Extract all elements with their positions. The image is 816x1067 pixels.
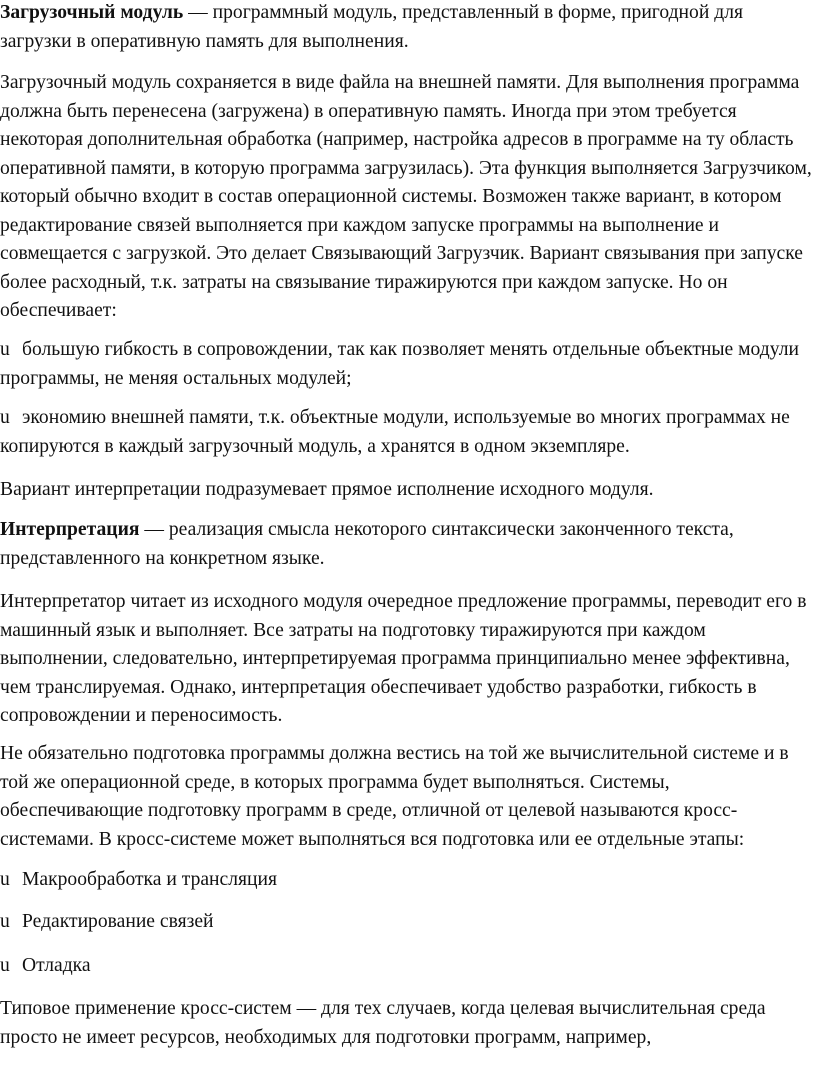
paragraph-load-module-definition xyxy=(0,0,816,56)
paragraph-interpreter: Интерпретатор читает из исходного модуля очередное предложение программы, переводит его в машинный язык и выполняет. Все затраты на подготовку тиражируются при каждом выполнении, следовательно, интерпретируемая программа принципиально менее эффективна, чем транслируемая. Однако, интерпретация обеспечивает удобство разработки, гибкость в сопровождении и переносимость. xyxy=(0,591,807,726)
bullet-marker: u xyxy=(0,955,10,976)
bullet-marker: u xyxy=(0,911,10,932)
bullet-item-macro-translation xyxy=(0,866,816,895)
bullet-item-linking xyxy=(0,908,816,937)
definition-text: — программный модуль, представленный в форме, пригодной для загрузки в оперативную память для выполнения. xyxy=(0,2,743,52)
bullet-item-debugging xyxy=(0,952,816,981)
bullet-item-flexibility xyxy=(0,336,816,393)
term-interpretation: Интерпретация xyxy=(0,519,140,540)
bullet-marker: u xyxy=(0,339,10,360)
term-load-module: Загрузочный модуль xyxy=(0,2,184,23)
paragraph-interpretation-definition xyxy=(0,516,816,573)
paragraph-load-module-storage: Загрузочный модуль сохраняется в виде файла на внешней памяти. Для выполнения программа должна быть перенесена (загружена) в оперативную память. Иногда при этом требуется некоторая дополнительная обработка (например, настройка адресов в программе на ту область оперативной памяти, в которую программа загрузилась). Эта функция выполняется Загрузчиком, который обычно входит в состав операционной системы. Возможен также вариант, в котором редактирование связей выполняется при каждом запуске программы на выполнение и совмещается с загрузкой. Это делает Связывающий Загрузчик. Вариант связывания при запуске более расходный, т.к. затраты на связывание тиражируются при каждом запуске. Но он обеспечивает: xyxy=(0,72,812,321)
bullet-text: большую гибкость в сопровождении, так как позволяет менять отдельные объектные модули программы, не меняя остальных модулей; xyxy=(0,339,799,389)
bullet-item-memory-saving xyxy=(0,404,816,461)
paragraph-interpretation-variant: Вариант интерпретации подразумевает прямое исполнение исходного модуля. xyxy=(0,479,654,500)
bullet-text: экономию внешней памяти, т.к. объектные модули, используемые во многих программах не копируются в каждый загрузочный модуль, а хранятся в одном экземпляре. xyxy=(0,407,790,457)
bullet-text: Макрообработка и трансляция xyxy=(22,869,278,890)
bullet-marker: u xyxy=(0,869,10,890)
paragraph-cross-systems: Не обязательно подготовка программы должна вестись на той же вычислительной системе и в той же операционной среде, в которых программа будет выполняться. Системы, обеспечивающие подготовку программ в среде, отличной от целевой называются кросс-системами. В кросс-системе может выполняться вся подготовка или ее отдельные этапы: xyxy=(0,743,789,850)
bullet-text: Отладка xyxy=(22,955,91,976)
bullet-text: Редактирование связей xyxy=(22,911,214,932)
definition-text: — реализация смысла некоторого синтаксически законченного текста, представленного на конкретном языке. xyxy=(0,519,734,569)
paragraph-cross-system-usage: Типовое применение кросс-систем — для тех случаев, когда целевая вычислительная среда просто не имеет ресурсов, необходимых для подготовки программ, например, xyxy=(0,998,766,1048)
bullet-marker: u xyxy=(0,407,10,428)
